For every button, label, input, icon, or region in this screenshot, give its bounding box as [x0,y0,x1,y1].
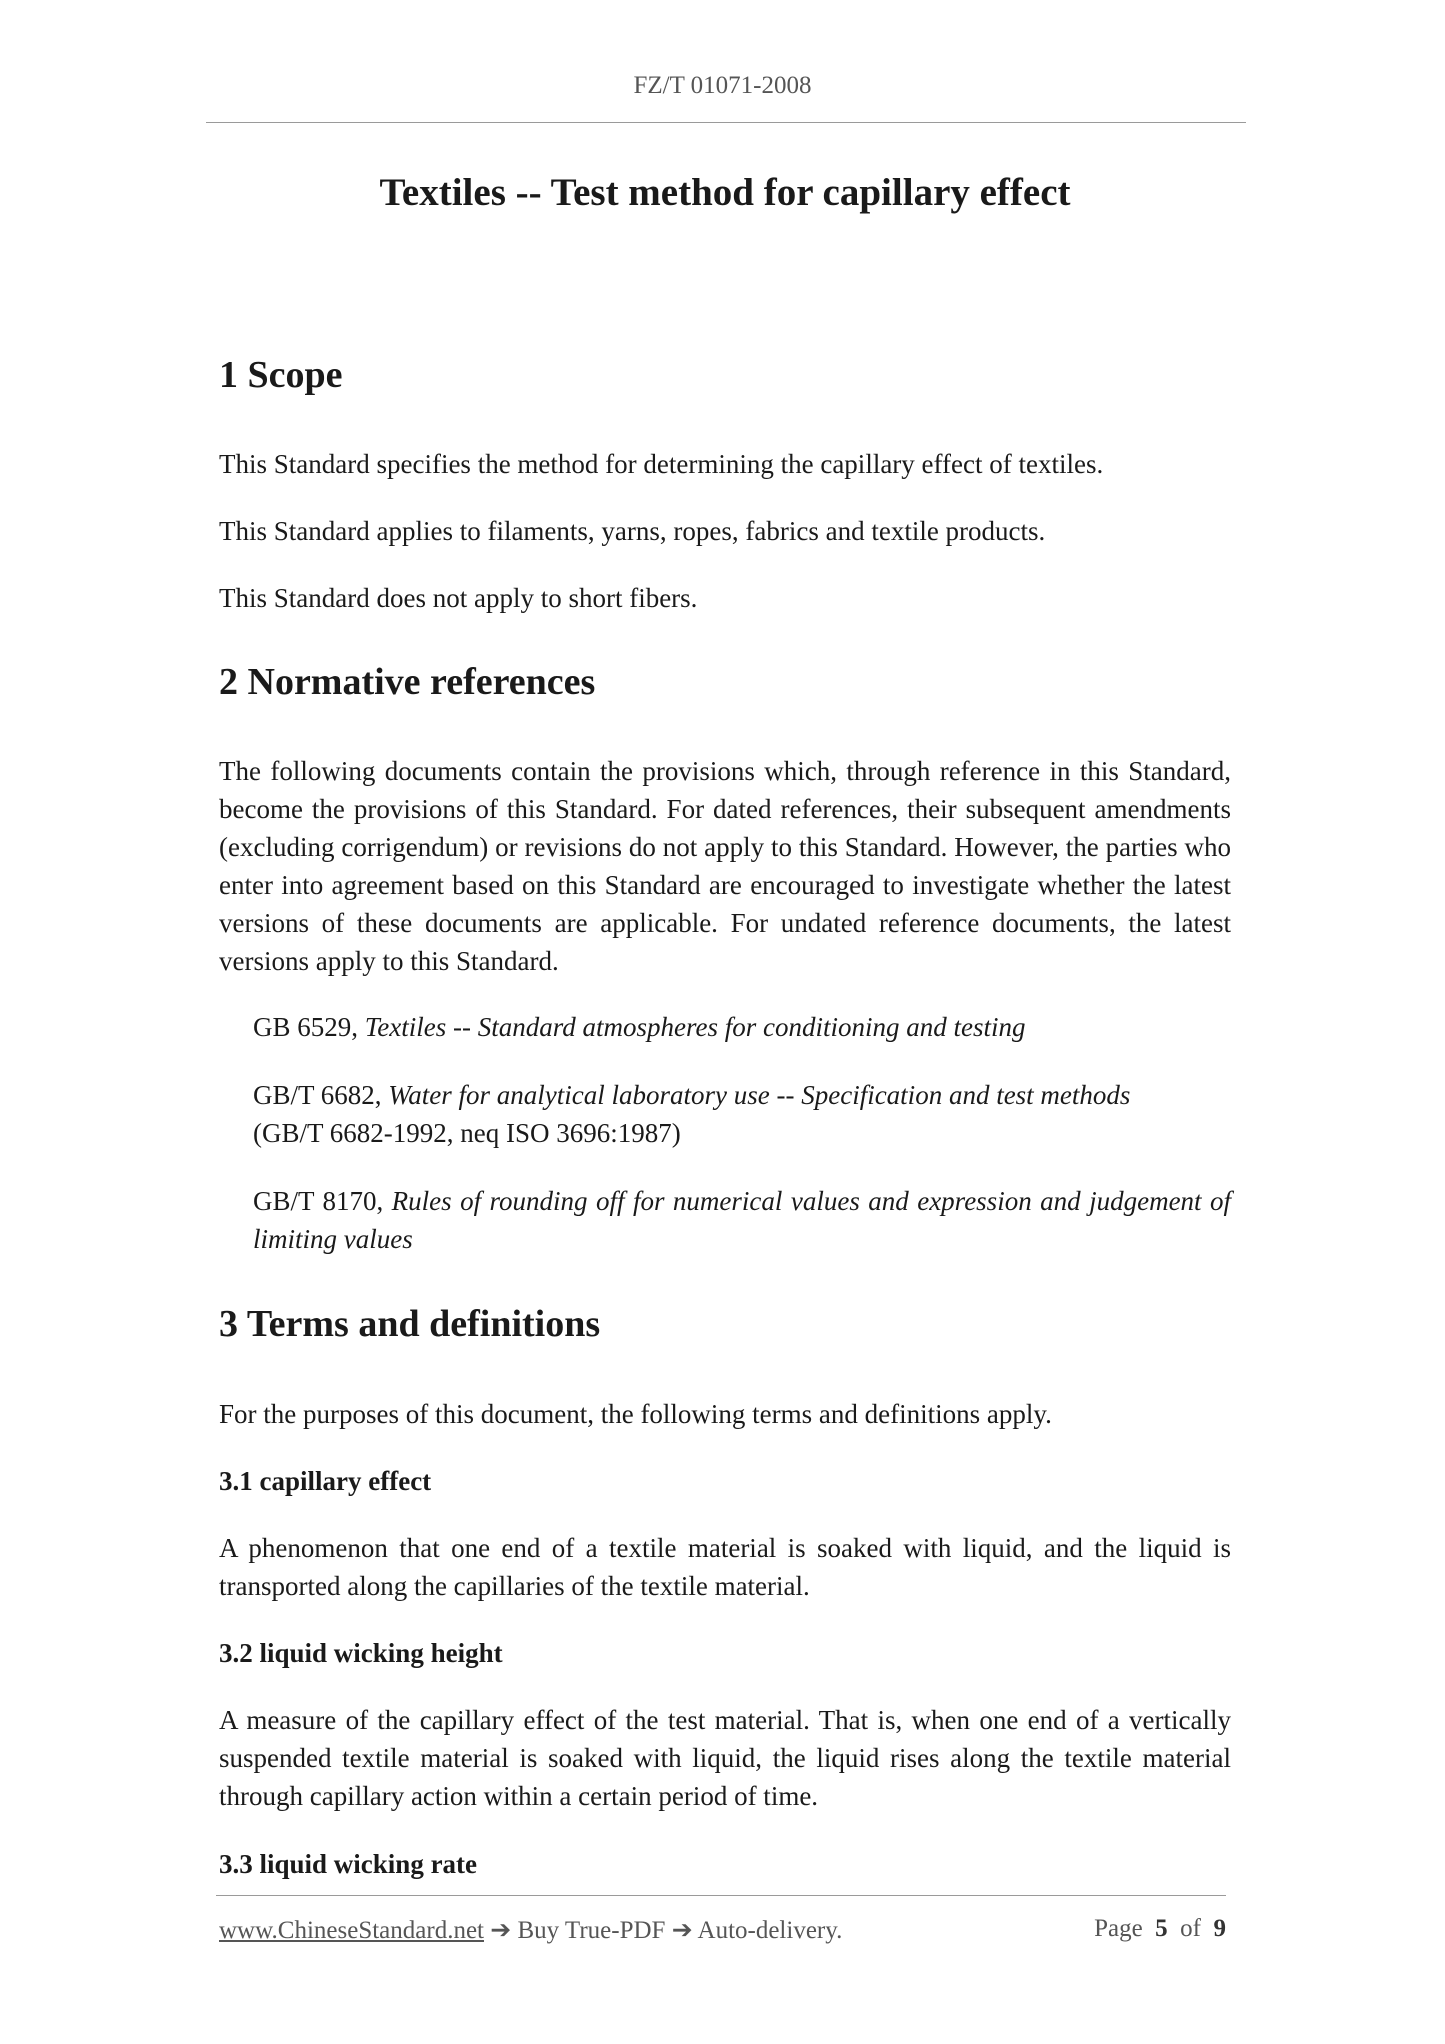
term-label: 3.3 liquid wicking rate [219,1849,478,1879]
page-label: Page [1094,1915,1143,1942]
section-heading-scope: 1 Scope [219,354,343,396]
page-current: 5 [1155,1915,1168,1942]
auto-delivery-text: Auto-delivery. [697,1917,843,1944]
reference-item [253,1076,1231,1152]
scope-paragraph-2: This Standard applies to filaments, yarns, ropes, fabrics and textile products. [219,516,1046,546]
term-label: 3.1 capillary effect [219,1466,432,1496]
page-number [1094,1915,1226,1943]
reference-title: Rules of rounding off for numerical values and expression and judgement of limiting values [253,1186,1232,1254]
reference-note: (GB/T 6682-1992, neq ISO 3696:1987) [253,1118,681,1148]
footer-divider [216,1895,1226,1896]
reference-code: GB 6529, [253,1012,365,1042]
buy-pdf-text: Buy True-PDF [517,1917,666,1944]
reference-title: Water for analytical laboratory use -- Specification and test methods [388,1080,1131,1110]
page-of-label: of [1180,1915,1201,1942]
scope-paragraph-3: This Standard does not apply to short fibers. [219,583,698,613]
arrow-right-icon: ➔ [671,1917,693,1944]
term-definition: A measure of the capillary effect of the test material. That is, when one end of a vertically suspended textile material is soaked with liquid, the liquid rises along the textile material through capillary action within a certain period of time. [219,1705,1231,1811]
reference-code: GB/T 6682, [253,1080,389,1110]
arrow-right-icon: ➔ [490,1917,512,1944]
reference-item [253,1008,1231,1046]
section-heading-normative-references: 2 Normative references [219,661,596,703]
page-header: FZ/T 01071-2008 [633,72,812,99]
scope-paragraph-1: This Standard specifies the method for determining the capillary effect of textiles. [219,449,1104,479]
reference-item [253,1182,1231,1258]
reference-title: Textiles -- Standard atmospheres for conditioning and testing [364,1012,1026,1042]
page-total: 9 [1213,1915,1226,1942]
footer-promo [219,1915,842,1945]
term-label: 3.2 liquid wicking height [219,1638,503,1668]
section-heading-terms-definitions: 3 Terms and definitions [219,1303,601,1345]
terms-intro: For the purposes of this document, the following terms and definitions apply. [219,1399,1052,1429]
document-title: Textiles -- Test method for capillary effect [379,171,1071,214]
website-link[interactable]: www.ChineseStandard.net [219,1917,484,1944]
term-definition: A phenomenon that one end of a textile material is soaked with liquid, and the liquid is transported along the capillaries of the textile material. [219,1533,1231,1601]
reference-code: GB/T 8170, [253,1186,392,1216]
header-divider [206,122,1246,123]
normative-references-intro: The following documents contain the provisions which, through reference in this Standard, become the provisions of this Standard. For dated references, their subsequent amendments (excluding corrigendum) or revisions do not apply to this Standard. However, the parties who enter into agreement based on this Standard are encouraged to investigate whether the latest versions of these documents are applicable. For undated reference documents, the latest versions apply to this Standard. [219,756,1231,976]
